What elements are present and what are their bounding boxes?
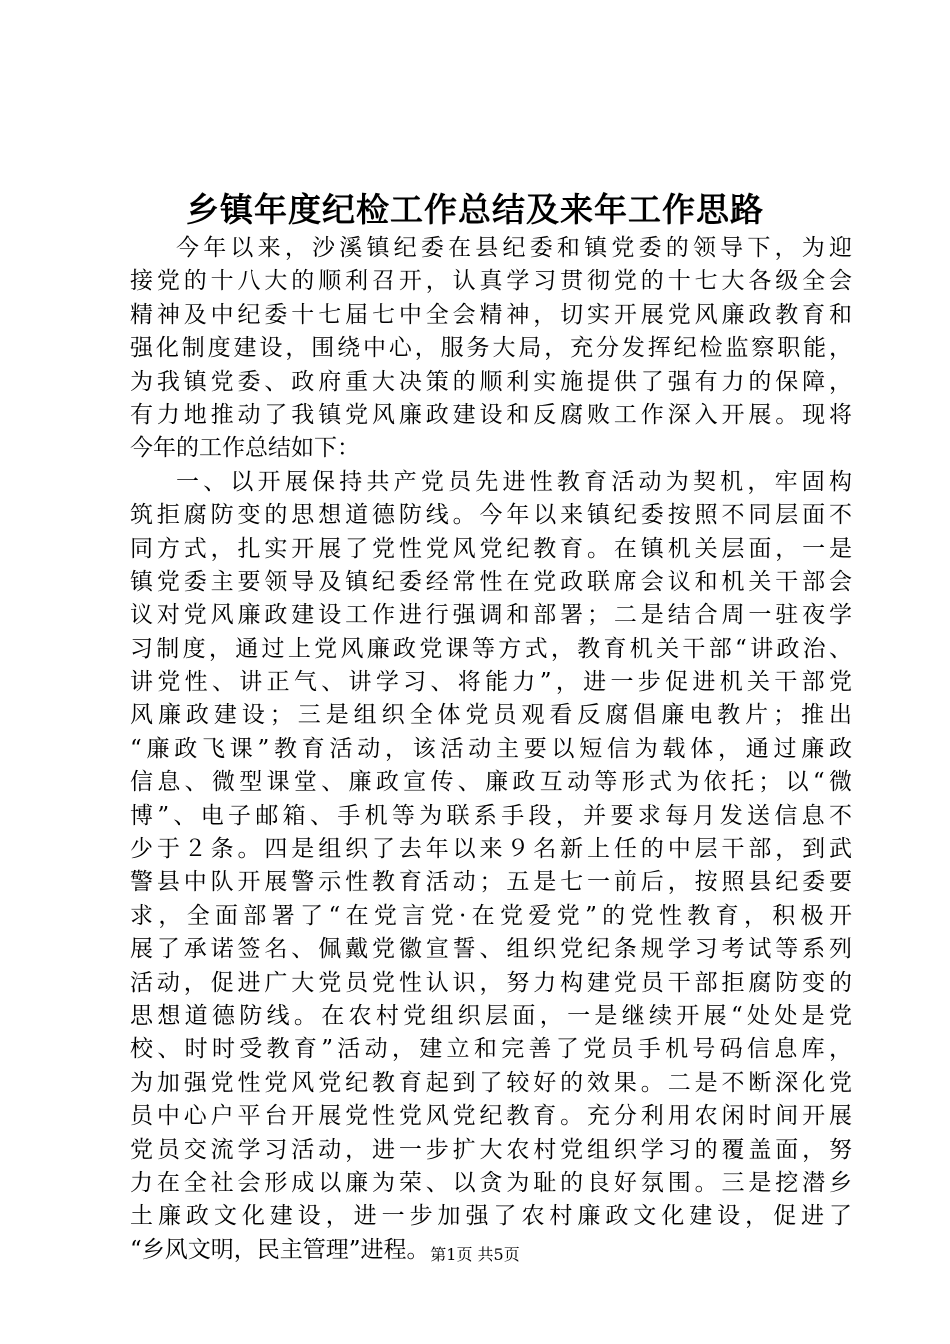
- paragraph-line: 土廉政文化建设，进一步加强了农村廉政文化建设，促进了: [130, 1203, 852, 1230]
- page-footer: 第1页 共5页: [430, 1245, 520, 1264]
- paragraph-line: 校、时时受教育”活动，建立和完善了党员手机号码信息库，: [130, 1036, 852, 1063]
- paragraph-line: 思想道德防线。在农村党组织层面，一是继续开展“处处是党: [130, 1002, 852, 1029]
- paragraph-line: 强化制度建设，围绕中心，服务大局，充分发挥纪检监察职能，: [130, 335, 852, 362]
- paragraph-line: 议对党风廉政建设工作进行强调和部署；二是结合周一驻夜学: [130, 602, 852, 629]
- paragraph-line: 风廉政建设；三是组织全体党员观看反腐倡廉电教片；推出: [130, 702, 852, 729]
- paragraph-line: 筑拒腐防变的思想道德防线。今年以来镇纪委按照不同层面不: [130, 502, 852, 529]
- document-body: [130, 232, 852, 1267]
- paragraph-line: 警县中队开展警示性教育活动；五是七一前后，按照县纪委要: [130, 869, 852, 896]
- document-title: 乡镇年度纪检工作总结及来年工作思路: [186, 190, 764, 229]
- paragraph-line: 有力地推动了我镇党风廉政建设和反腐败工作深入开展。现将: [130, 401, 852, 428]
- paragraph-line: 今年以来，沙溪镇纪委在县纪委和镇党委的领导下，为迎: [176, 235, 852, 261]
- paragraph-line: 求，全面部署了“在党言党·在党爱党”的党性教育，积极开: [130, 902, 852, 929]
- paragraph-line: 习制度，通过上党风廉政党课等方式，教育机关干部“讲政治、: [130, 635, 852, 662]
- paragraph-line: 精神及中纪委十七届七中全会精神，切实开展党风廉政教育和: [130, 301, 852, 328]
- paragraph-line: 少于２条。四是组织了去年以来９名新上任的中层干部，到武: [130, 836, 852, 863]
- paragraph-line: 为我镇党委、政府重大决策的顺利实施提供了强有力的保障，: [130, 368, 852, 395]
- paragraph-line: 讲党性、讲正气、讲学习、将能力”，进一步促进机关干部党: [130, 669, 852, 696]
- paragraph-line: 展了承诺签名、佩戴党徽宣誓、组织党纪条规学习考试等系列: [130, 936, 852, 963]
- paragraph-line: 镇党委主要领导及镇纪委经常性在党政联席会议和机关干部会: [130, 568, 852, 595]
- paragraph-line: 今年的工作总结如下：: [130, 435, 360, 462]
- paragraph-line: 员中心户平台开展党性党风党纪教育。充分利用农闲时间开展: [130, 1103, 852, 1130]
- paragraph-line: 党员交流学习活动，进一步扩大农村党组织学习的覆盖面，努: [130, 1136, 852, 1163]
- paragraph-line: 博”、电子邮箱、手机等为联系手段，并要求每月发送信息不: [130, 802, 852, 829]
- paragraph-line: 为加强党性党风党纪教育起到了较好的效果。二是不断深化党: [130, 1069, 852, 1096]
- paragraph-line: 接党的十八大的顺利召开，认真学习贯彻党的十七大各级全会: [130, 268, 852, 295]
- paragraph-line: 同方式，扎实开展了党性党风党纪教育。在镇机关层面，一是: [130, 535, 852, 562]
- paragraph-line: 信息、微型课堂、廉政宣传、廉政互动等形式为依托；以“微: [130, 769, 852, 796]
- paragraph-line: 活动，促进广大党员党性认识，努力构建党员干部拒腐防变的: [130, 969, 852, 996]
- paragraph-line: “廉政飞课”教育活动，该活动主要以短信为载体，通过廉政: [130, 735, 852, 762]
- paragraph-line: “乡风文明，民主管理”进程。: [130, 1236, 430, 1263]
- paragraph-line: 一、以开展保持共产党员先进性教育活动为契机，牢固构: [176, 468, 852, 495]
- paragraph-line: 力在全社会形成以廉为荣、以贪为耻的良好氛围。三是挖潜乡: [130, 1169, 852, 1196]
